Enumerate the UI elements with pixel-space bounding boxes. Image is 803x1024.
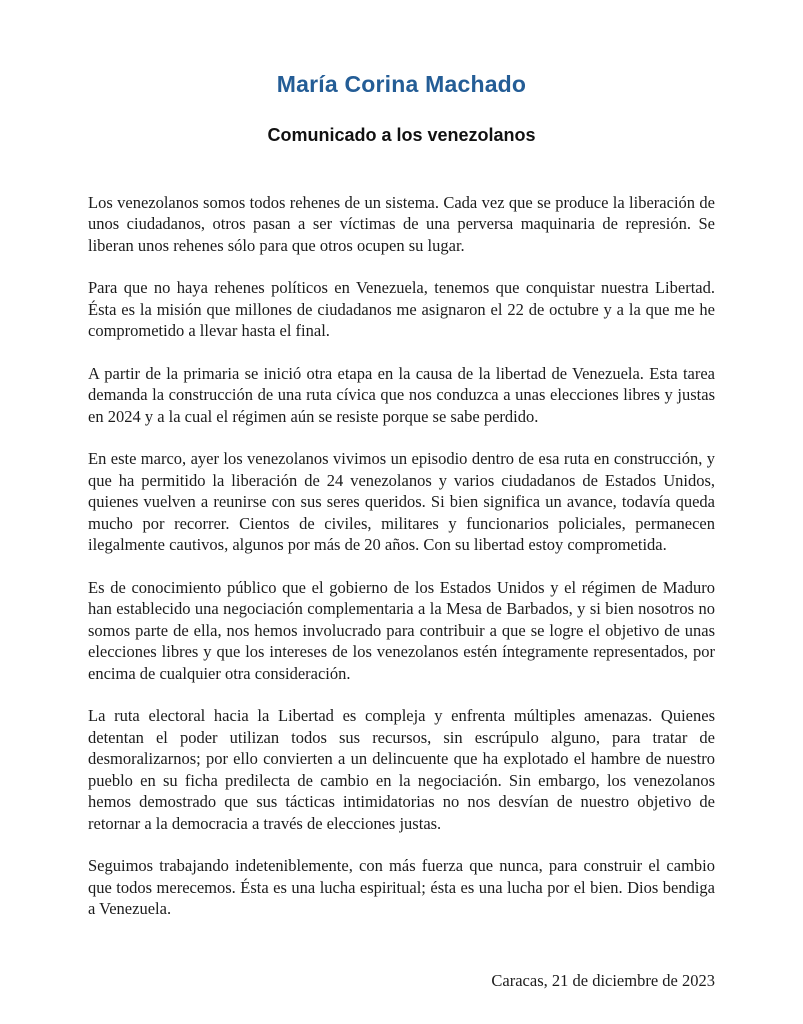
paragraph: Es de conocimiento público que el gobierno de los Estados Unidos y el régimen de Maduro han establecido una negociación complementaria a la Mesa de Barbados, y si bien nosotros no somos parte de ella, nos hemos involucrado para contribuir a que se logre el objetivo de unas elecciones libres y que los intereses de los venezolanos estén íntegramente representados, por encima de cualquier otra consideración. — [88, 577, 715, 683]
paragraph: En este marco, ayer los venezolanos vivimos un episodio dentro de esa ruta en construcción, y que ha permitido la liberación de 24 venezolanos y varios ciudadanos de Estados Unidos, quienes vuelven a reunirse con sus seres queridos. Si bien significa un avance, todavía queda mucho por recorrer. Cientos de civiles, militares y funcionarios policiales, permanecen ilegalmente cautivos, algunos por más de 20 años. Con su libertad estoy comprometida. — [88, 449, 715, 555]
paragraph: La ruta electoral hacia la Libertad es compleja y enfrenta múltiples amenazas. Quienes detentan el poder utilizan todos sus recursos, sin escrúpulo alguno, para tratar de desmoralizarnos; por ello convierten a un delincuente que ha explotado el hambre de nuestro pueblo en su ficha predilecta de cambio en la negociación. Sin embargo, los venezolanos hemos demostrado que sus tácticas intimidatorias no nos desvían de nuestro objetivo de retornar a la democracia a través de elecciones justas. — [88, 706, 715, 833]
document-body — [88, 192, 715, 920]
paragraph: Para que no haya rehenes políticos en Venezuela, tenemos que conquistar nuestra Libertad. Ésta es la misión que millones de ciudadanos me asignaron el 22 de octubre y a la que me he comprometido a llevar hasta el final. — [88, 278, 715, 341]
paragraph: Los venezolanos somos todos rehenes de un sistema. Cada vez que se produce la liberación de unos ciudadanos, otros pasan a ser víctimas de una perversa maquinaria de represión. Se liberan unos rehenes sólo para que otros ocupen su lugar. — [88, 192, 715, 255]
dateline: Caracas, 21 de diciembre de 2023 — [491, 970, 715, 990]
paragraph: A partir de la primaria se inició otra etapa en la causa de la libertad de Venezuela. Esta tarea demanda la construcción de una ruta cívica que nos conduzca a unas elecciones libres y justas en 2024 y a la cual el régimen aún se resiste porque se sabe perdido. — [88, 363, 715, 426]
document-subtitle: Comunicado a los venezolanos — [267, 125, 536, 146]
paragraph: Seguimos trabajando indeteniblemente, con más fuerza que nunca, para construir el cambio que todos merecemos. Ésta es una lucha espiritual; ésta es una lucha por el bien. Dios bendiga a Venezuela. — [88, 856, 715, 919]
document-author-title: María Corina Machado — [276, 71, 527, 97]
